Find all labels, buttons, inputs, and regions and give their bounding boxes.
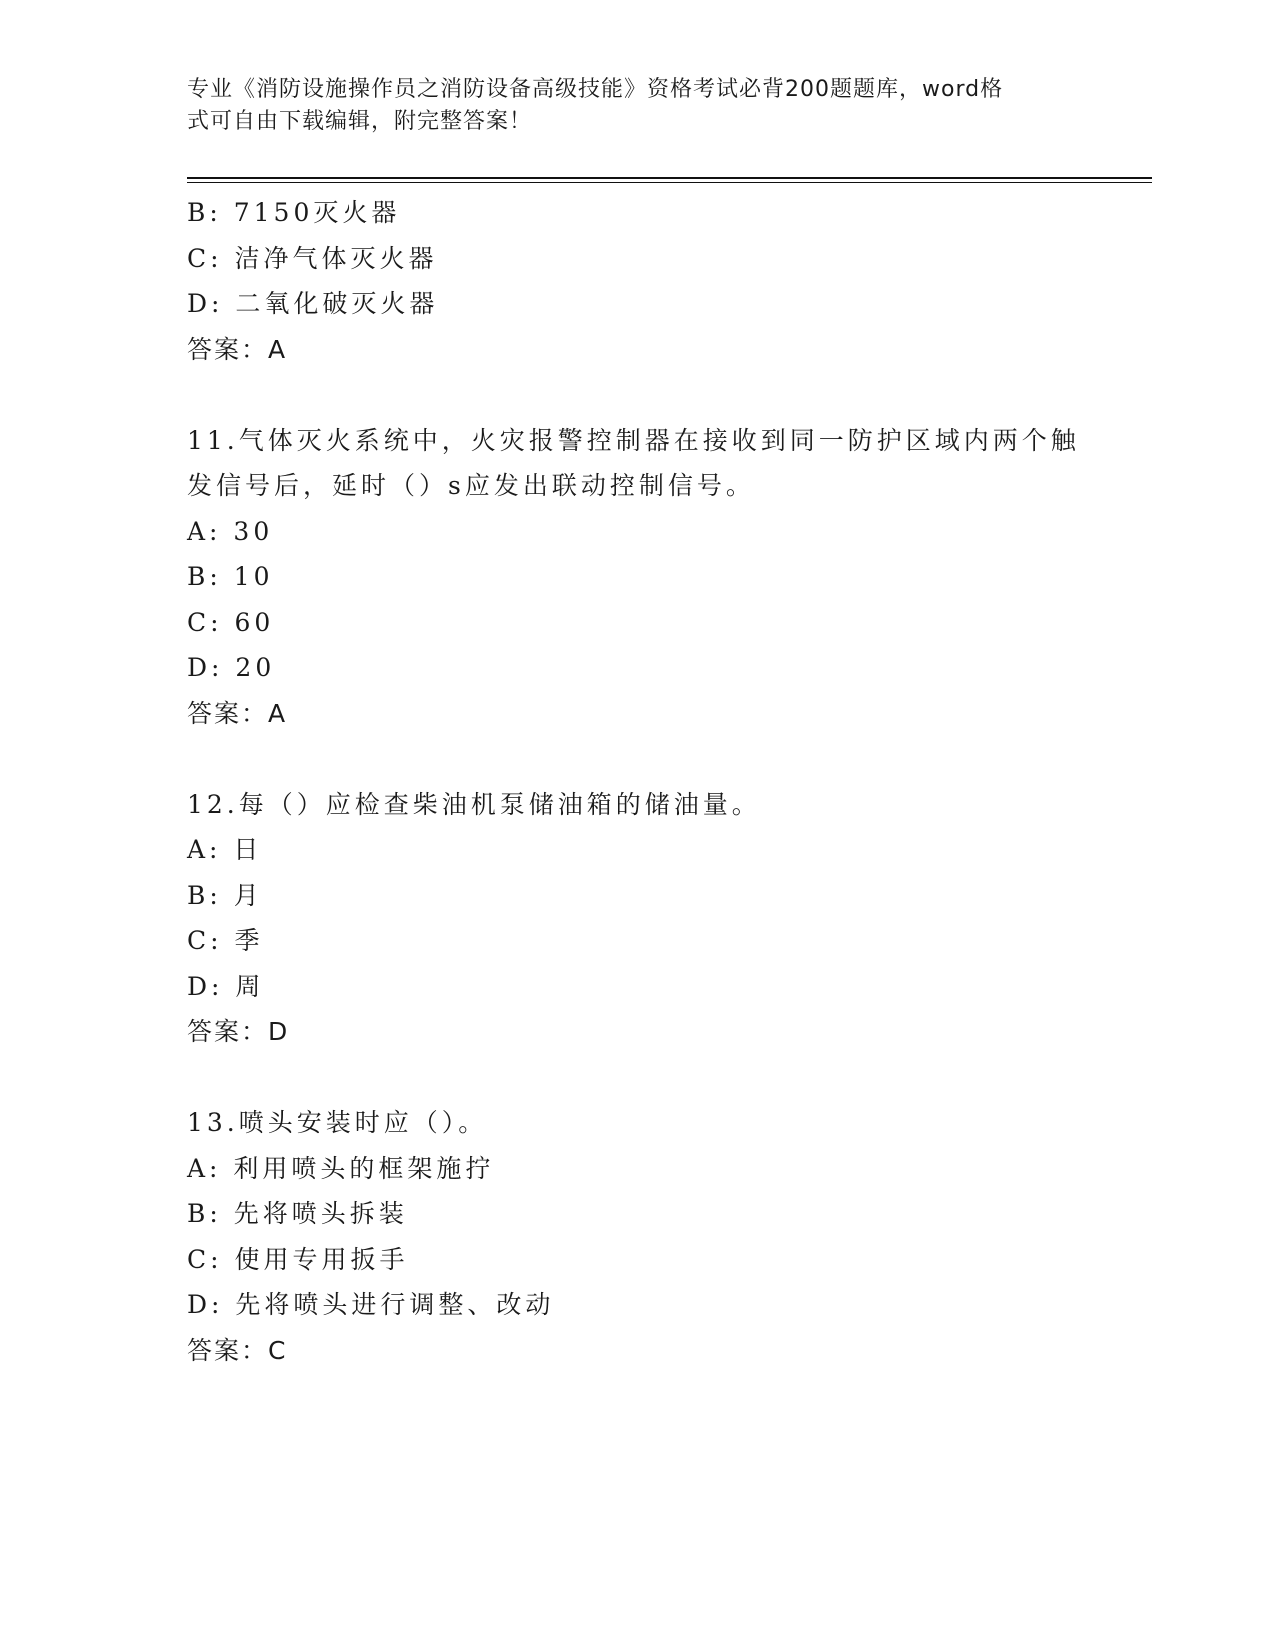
option-b: B: 先将喷头拆装: [187, 1199, 408, 1228]
option-d: D: 先将喷头进行调整、改动: [187, 1290, 555, 1319]
answer-line: 答案：D: [187, 1017, 290, 1046]
option-b: B: 10: [187, 562, 274, 591]
option-a: A: 日: [187, 835, 263, 864]
question-text: 11.气体灭火系统中，火灾报警控制器在接收到同一防护区域内两个触: [187, 425, 1080, 455]
question-list: [187, 190, 1087, 1373]
option-c: C: 60: [187, 607, 275, 637]
option-d: D: 二氧化破灭火器: [187, 289, 439, 318]
option-c: C: 洁净气体灭火器: [187, 243, 438, 273]
option-c: C: 使用专用扳手: [187, 1244, 409, 1274]
header-divider-thick: [187, 177, 1152, 179]
option-c: C: 季: [187, 926, 264, 955]
answer-line: 答案：A: [187, 334, 288, 364]
document-header: [187, 74, 1067, 138]
answer-line: 答案：A: [187, 698, 288, 728]
option-d: D: 周: [187, 971, 265, 1001]
question-block-11: [187, 418, 1087, 737]
question-block-12: [187, 782, 1087, 1055]
option-a: A: 30: [187, 516, 274, 546]
question-block-13: [187, 1100, 1087, 1373]
spacer: [187, 736, 1087, 782]
header-line-1: 专业《消防设施操作员之消防设备高级技能》资格考试必背200题题库，word格: [187, 77, 1004, 102]
question-text: 13.喷头安装时应（）。: [187, 1108, 488, 1137]
spacer: [187, 1055, 1087, 1101]
option-a: A: 利用喷头的框架施拧: [187, 1153, 495, 1183]
question-text: 12.每（）应检查柴油机泵储油箱的储油量。: [187, 789, 761, 819]
header-divider-thin: [187, 182, 1152, 183]
option-d: D: 20: [187, 653, 276, 682]
answer-line: 答案：C: [187, 1335, 288, 1365]
option-b: B: 7150灭火器: [187, 198, 401, 227]
header-line-2: 式可自由下载编辑，附完整答案！: [187, 109, 533, 134]
option-b: B: 月: [187, 880, 263, 910]
spacer: [187, 372, 1087, 418]
prev-question-block: [187, 190, 1087, 372]
question-text-continued: 发信号后，延时（）s应发出联动控制信号。: [187, 471, 755, 500]
